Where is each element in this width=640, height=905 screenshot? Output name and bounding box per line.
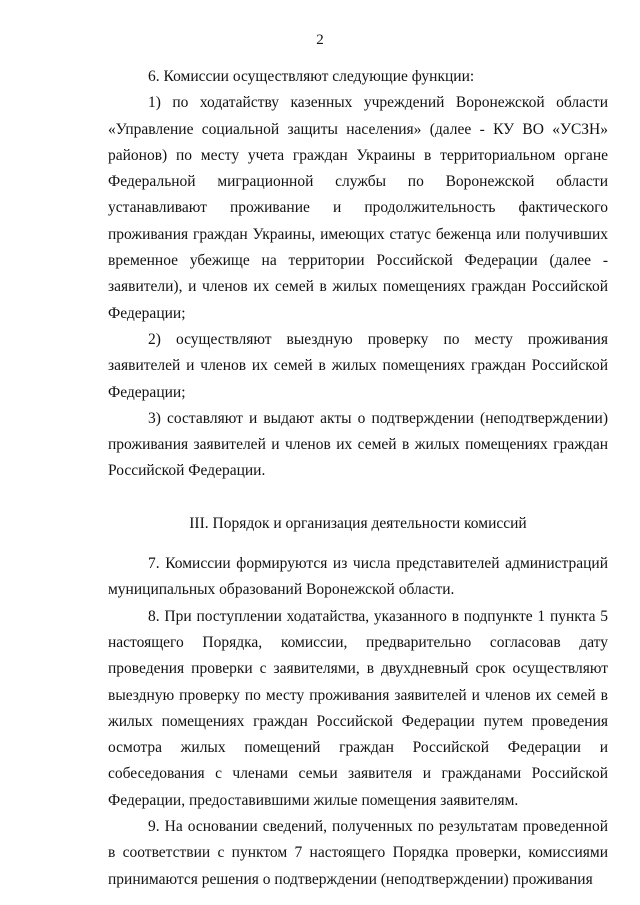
paragraph-function-3: 3) составляют и выдают акты о подтверждении (неподтверждении) проживания заявителей и членов их семей в жилых помещениях граждан Российской Федерации. bbox=[108, 409, 608, 480]
paragraph-functions-intro: 6. Комиссии осуществляют следующие функции: bbox=[148, 68, 475, 85]
paragraph-9: 9. На основании сведений, полученных по результатам проведенной в соответствии с пунктом 7 настоящего Порядка проверки, комиссиями принимаются решения о подтверждении (неподтверждении) проживания bbox=[108, 818, 608, 888]
paragraph-function-2: 2) осуществляют выездную проверку по месту проживания заявителей и членов их семей в жилых помещениях граждан Российской Федерации; bbox=[108, 330, 608, 401]
paragraph-7: 7. Комиссии формируются из числа представителей администраций муниципальных образований Воронежской области. bbox=[108, 555, 608, 599]
paragraph-function-1: 1) по ходатайству казенных учреждений Воронежской области «Управление социальной защиты населения» (далее - КУ ВО «УСЗН» районов) по месту учета граждан Украины в территориальном органе Федеральной миграционной службы по Воронежской области устанавливают проживание и продолжительность фактического проживания граждан Украины, имеющих статус беженца или получивших временное убежище на территории Российской Федерации (далее - заявители), и членов их семей в жилых помещениях граждан Российской Федерации; bbox=[108, 94, 608, 322]
document-body bbox=[108, 64, 608, 893]
paragraph-8: 8. При поступлении ходатайства, указанного в подпункте 1 пункта 5 настоящего Порядка, комиссии, предварительно согласовав дату проведения проверки с заявителями, в двухдневный срок осуществляют выездную проверку по месту проживания заявителей и членов их семей в жилых помещениях граждан Российской Федерации путем проведения осмотра жилых помещений граждан Российской Федерации и собеседования с членами семьи заявителя и гражданами Российской Федерации, предоставившими жилые помещения заявителям. bbox=[108, 607, 608, 809]
section-heading: III. Порядок и организация деятельности комиссий bbox=[189, 514, 527, 532]
page-number: 2 bbox=[316, 32, 324, 48]
